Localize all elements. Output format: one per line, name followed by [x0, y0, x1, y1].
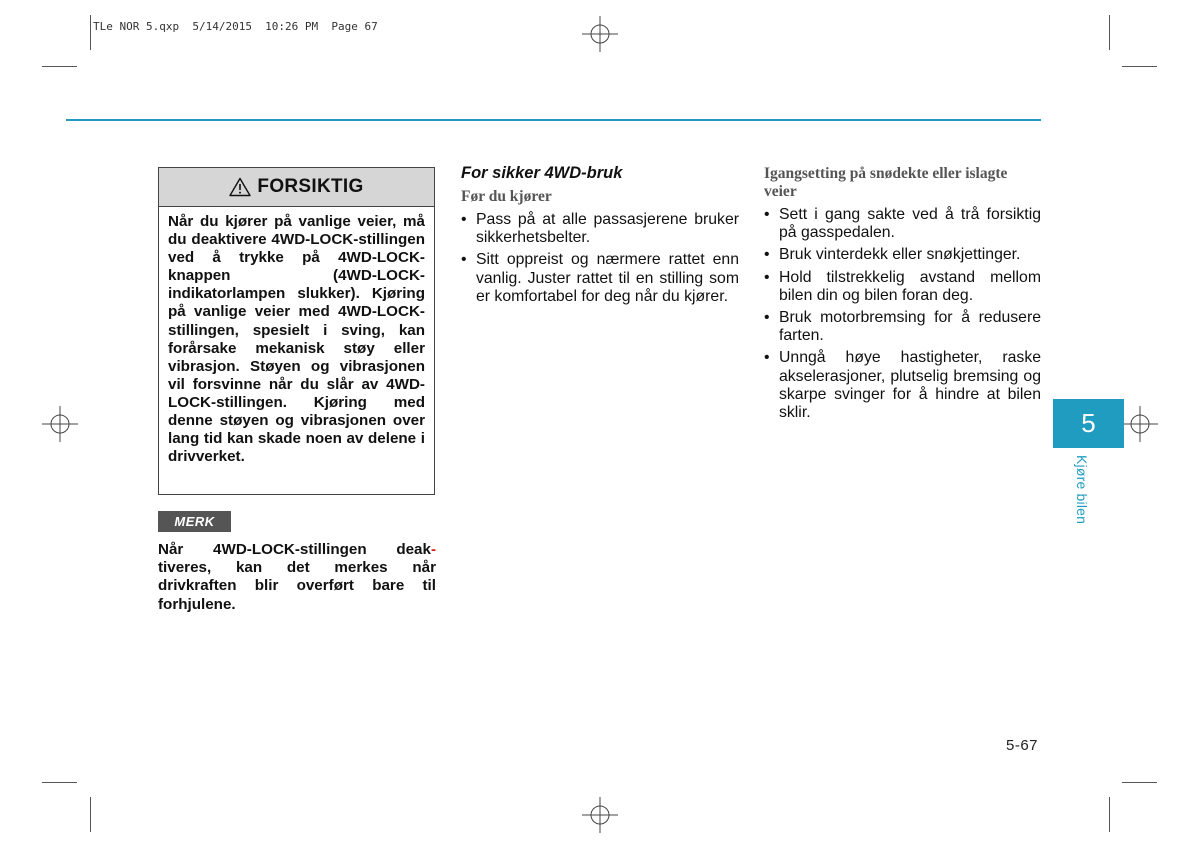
bullet-list — [461, 211, 739, 310]
chapter-label: Kjøre bilen — [1074, 455, 1090, 525]
page-number: 5-67 — [1006, 737, 1039, 754]
list-item-text: Sitt oppreist og nærmere rattet enn vanlig. Juster rattet til en stilling som er komfortabel for deg når du kjører. — [476, 251, 739, 305]
note-text-part2: tiveres, kan det merkes når drivkraften blir overført bare til forhjulene. — [158, 559, 436, 613]
warning-triangle-icon — [229, 177, 251, 197]
registration-mark-icon — [582, 797, 618, 833]
list-item-text: Hold tilstrekkelig avstand mellom bilen din og bilen foran deg. — [779, 268, 1041, 304]
caution-box — [158, 167, 435, 495]
bullet-icon: • — [461, 251, 467, 269]
note-hyphen: - — [430, 541, 436, 558]
bullet-icon: • — [764, 309, 770, 327]
list-item — [764, 309, 1041, 345]
note-tag: MERK — [158, 511, 231, 532]
registration-mark-icon — [42, 406, 78, 442]
registration-mark-icon — [582, 16, 618, 52]
note-text-part1: Når 4WD-LOCK-stillingen deak — [158, 541, 431, 558]
caution-title: FORSIKTIG — [257, 176, 364, 197]
list-item — [764, 349, 1041, 422]
list-item — [764, 246, 1041, 264]
bullet-list — [764, 206, 1041, 426]
list-item — [461, 251, 739, 306]
list-item — [764, 206, 1041, 242]
bullet-icon: • — [764, 349, 770, 367]
caution-header — [159, 168, 434, 207]
bullet-icon: • — [764, 268, 770, 286]
print-slug: TLe NOR 5.qxp 5/14/2015 10:26 PM Page 67 — [93, 20, 378, 33]
note-text — [158, 541, 436, 614]
list-item — [461, 211, 739, 247]
section-subtitle: Før du kjører — [461, 188, 552, 205]
caution-text: Når du kjører på vanlige veier, må du deaktivere 4WD-LOCK-stillingen ved å trykke på 4WD-LOCK-knappen (4WD-LOCK-indikatorlampen slukker). Kjøring på vanlige veier med 4WD-LOCK-stillingen, spesielt i sving, kan forårsake mekanisk støy eller vibrasjon. Støyen og vibrasjonen vil forsvinne når du slår av 4WD-LOCK-stillingen. Kjøring med denne støyen og vibrasjonen over lang tid kan skade noen av delene i drivverket. — [168, 213, 425, 466]
list-item-text: Unngå høye hastigheter, raske akselerasjoner, plutselig bremsing og skarpe svinger for å hindre at bilen sklir. — [779, 349, 1041, 422]
list-item — [764, 269, 1041, 305]
bullet-icon: • — [764, 206, 770, 223]
chapter-number-tab: 5 — [1053, 399, 1124, 448]
section-title: For sikker 4WD-bruk — [461, 164, 623, 182]
list-item-text: Pass på at alle passasjerene bruker sikkerhetsbelter. — [476, 211, 739, 247]
section-subtitle: Igangsetting på snødekte eller islagte veier — [764, 165, 1008, 200]
list-item-text: Bruk vinterdekk eller snøkjettinger. — [779, 246, 1021, 264]
list-item-text: Sett i gang sakte ved å trå forsiktig på gasspedalen. — [779, 206, 1041, 242]
list-item-text: Bruk motorbremsing for å redusere farten. — [779, 309, 1041, 345]
registration-mark-icon — [1122, 406, 1158, 442]
bullet-icon: • — [461, 211, 467, 228]
bullet-icon: • — [764, 246, 770, 264]
header-rule — [66, 119, 1041, 121]
